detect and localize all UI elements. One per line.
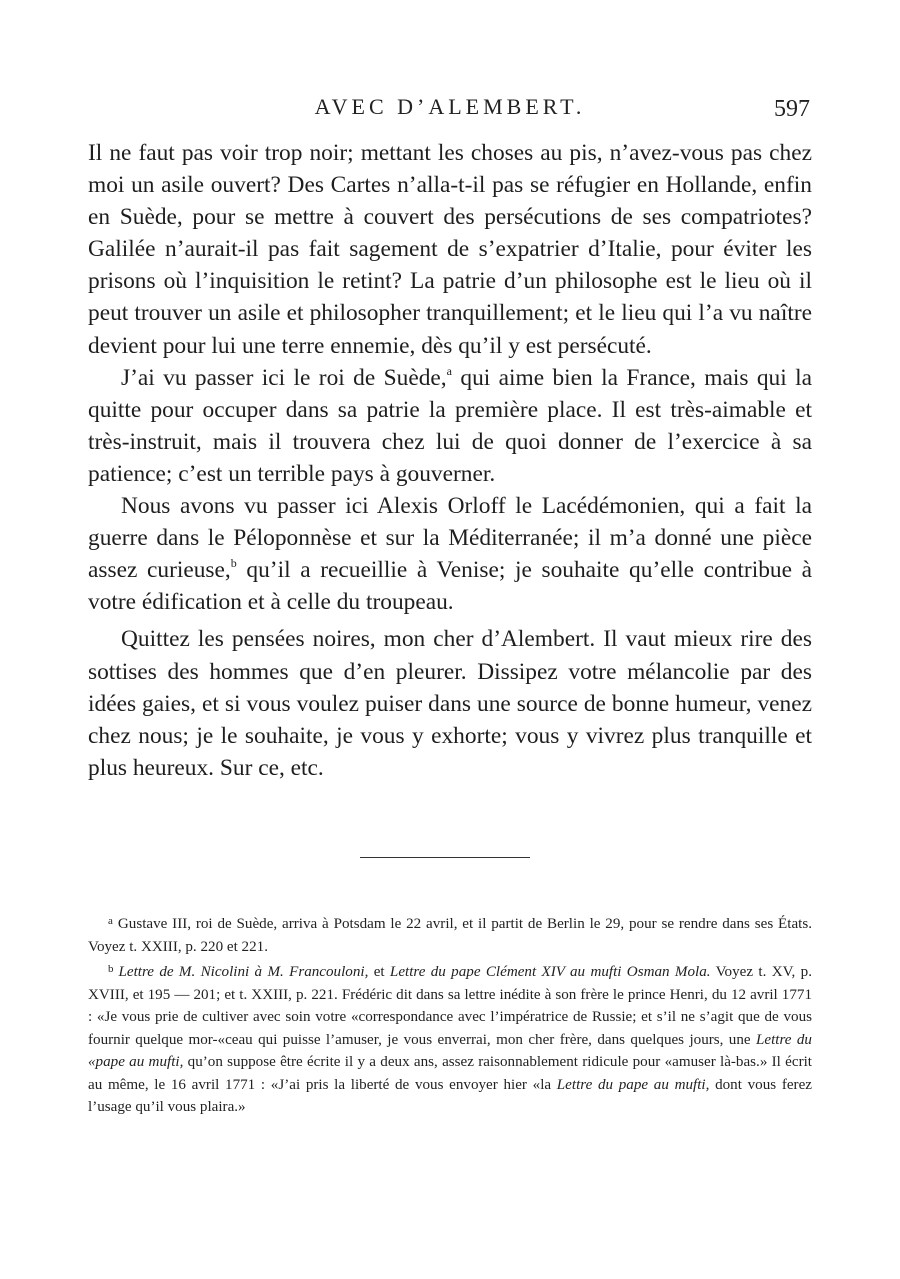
- page-number: 597: [774, 96, 810, 122]
- footnote-b-mark: b: [108, 963, 114, 975]
- footnote-b-title-4: Lettre du pape au mufti,: [556, 1076, 710, 1093]
- footnote-b-title-2: Lettre du pape Clément XIV au mufti Osman Mola.: [389, 964, 711, 980]
- paragraph-3: [88, 490, 812, 618]
- footnote-b-text-2: Voyez t. XV, p. XVIII, et 195 — 201; et t. XXIII, p. 221. Frédéric dit dans sa lettre inédite à son frère le prince Henri, du 12 avril 1771 : «Je vous prie de cultiver avec soin votre «correspondance avec l’impératrice de Russie; et s’il ne s’agit que de vous fournir quelque mor-«ceau qui puisse l’amuser, je vous enverrai, mon cher frère, dans quelques jours, une: [88, 964, 812, 1048]
- footnote-separator: [360, 857, 530, 858]
- footnote-b-text-3: qu’on suppose être écrite il y a deux ans, assez raisonnablement ridicule pour «amuser là-bas.» Il écrit au même, le 16 avril 1771 : «J’ai pris la liberté de vous envoyer hier «la: [88, 1054, 812, 1093]
- paragraph-1: Il ne faut pas voir trop noir; mettant les choses au pis, n’avez-vous pas chez moi un asile ouvert? Des Cartes n’alla-t-il pas se réfugier en Hollande, enfin en Suède, pour se mettre à couvert des persécutions de ses compatriotes? Galilée n’aurait-il pas fait sagement de s’expatrier d’Italie, pour éviter les prisons où l’inquisition le retint? La patrie d’un philosophe est le lieu où il peut trouver un asile et philosopher tranquillement; et le lieu qui l’a vu naître devient pour lui une terre ennemie, dès qu’il y est persécuté.: [88, 140, 812, 359]
- paragraph-2-text-a: J’ai vu passer ici le roi de Suède,: [121, 364, 447, 391]
- paragraph-2-text-b: qui aime bien la France, mais qui la quitte pour occuper dans sa patrie la première place. Il est très-aimable et très-instruit, mais il trouvera chez lui de quoi donner de l’exercice à sa patience; c’est un terrible pays à gouverner.: [88, 364, 812, 487]
- footnote-b: [88, 961, 812, 1119]
- paragraph-3-text-b: qu’il a recueillie à Venise; je souhaite qu’elle contribue à votre édification et à celle du troupeau.: [88, 557, 812, 616]
- paragraph-4: Quittez les pensées noires, mon cher d’Alembert. Il vaut mieux rire des sottises des hommes que d’en pleurer. Dissipez votre mélancolie par des idées gaies, et si vous voulez puiser dans une source de bonne humeur, venez chez nous; je le souhaite, je vous y exhorte; vous y vivrez plus tranquille et plus heureux. Sur ce, etc.: [88, 626, 812, 781]
- footnote-b-title-1: Lettre de M. Nicolini à M. Francouloni,: [118, 964, 369, 980]
- footnotes: [88, 913, 812, 1119]
- footnote-a-text: Gustave III, roi de Suède, arriva à Potsdam le 22 avril, et il partit de Berlin le 29, pour se rendre dans ses États. Voyez t. XXIII, p. 220 et 221.: [88, 916, 812, 955]
- letter-body: [88, 137, 812, 784]
- paragraph-2: [88, 362, 812, 490]
- footnote-ref-b[interactable]: b: [230, 556, 237, 571]
- footnote-a: [88, 913, 812, 958]
- paragraph-3-text-a: Nous avons vu passer ici Alexis Orloff le Lacédémonien, qui a fait la guerre dans le Péloponnèse et sur la Méditerranée; il m’a donné une pièce assez curieuse,: [88, 493, 812, 584]
- running-title: AVEC D’ALEMBERT.: [314, 94, 586, 119]
- footnote-b-text-4: dont vous ferez l’usage qu’il vous plaira.»: [88, 1076, 812, 1115]
- footnote-ref-a[interactable]: a: [446, 363, 452, 378]
- footnote-b-title-3: Lettre du «pape au mufti,: [88, 1031, 812, 1070]
- footnote-b-text-1: et: [368, 964, 390, 980]
- running-head: [88, 94, 812, 128]
- footnote-a-mark: a: [108, 915, 113, 927]
